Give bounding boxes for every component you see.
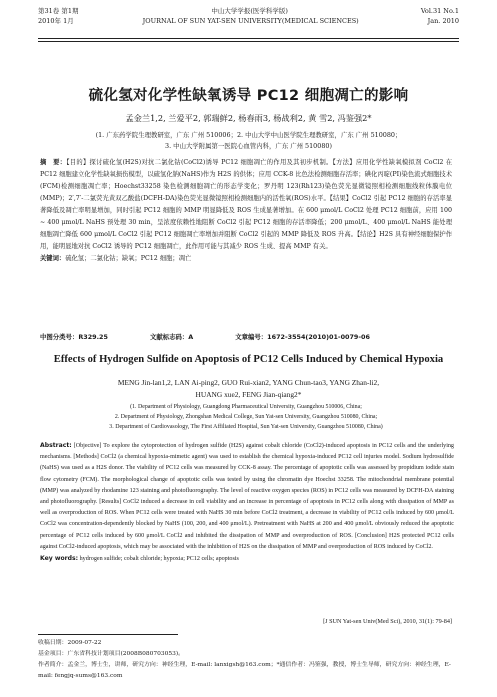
abstract-cn-text: 【目的】探讨硫化氢(H2S)对抗二氯化钴(CoCl2)诱导 PC12 细胞凋亡的作用及其初步机制。【方法】应用化学性缺氧模拟剂 CoCl2 在 PC12 细胞建立化学性缺氧损伤模型，以硫氢化钠(NaHS)作为 H2S 的供体；应用 CCK-8 比色法检测细胞存活率；碘化丙啶(PI)染色流式细胞技术(FCM)检测细胞凋亡率；Hoechst33258 染色检测细胞凋亡的形态学变化；罗丹明 123(Rh123)染色荧光显微镜照相检测细胞线粒体膜电位(MMP)；2′,7′-二氯荧光黄双乙酸盐(DCFH-DA)染色荧光显微镜照相检测细胞内的活性氧(ROS)水平。【结果】CoCl2 引起 PC12 细胞的存活率显著降低及凋亡率明显增加，同时引起 PC12 细胞的 MMP 明显降低及 ROS 生成显著增加。在 600 μmol/L CoCl2 处理 PC12 细胞前，应用 100 ~ 400 μmol/L NaHS 预处理 30 min，呈浓度依赖性地阻断 CoCl2 引起 PC12 细胞的存活率降低；200 μmol/L、400 μmol/L NaHS 能处理细胞凋亡降低 600 μmol/L CoCl2 引起 PC12 细胞凋亡率增加并阻断 CoCl2 引起的 MMP 降低及 ROS 升高。【结论】H2S 具有神经细胞保护作用，能明显地对抗 CoCl2 诱导的 PC12 细胞凋亡，此作用可能与其减少 ROS 生成、提高 MMP 有关。 xyxy=(40,159,452,250)
journal-name-en: JOURNAL OF SUN YAT-SEN UNIVERSITY(MEDICAL SCIENCES) xyxy=(142,17,359,25)
running-header xyxy=(38,6,459,36)
abstract-en-label: Abstract: xyxy=(40,442,72,449)
citation-line: [J SUN Yat-sen Univ(Med Sci), 2010, 31(1): 79-84] xyxy=(323,618,452,625)
affiliation-cn-2: 3. 中山大学附属第一医院心血管内科，广东 广州 510080) xyxy=(165,142,332,150)
keywords-en-text: hydrogen sulfide; cobalt chloride; hypoxia; PC12 cells; apoptosis xyxy=(79,556,239,563)
date-cn: 2010年 1月 xyxy=(38,17,74,25)
article-title-en: Effects of Hydrogen Sulfide on Apoptosis of PC12 Cells Induced by Chemical Hypoxia xyxy=(53,354,444,365)
authors-cn: 孟金兰1,2, 兰爱平2, 郭瑞鲜2, 杨春雨3, 杨战利2, 黄 雪2, 冯鉴强2* xyxy=(125,113,372,123)
classification-line xyxy=(40,332,452,341)
received-date: 收稿日期：2009-07-22 xyxy=(38,640,102,646)
author-info: 作者简介：孟金兰，博士生，讲师，研究方向：神经生理，E-mail: lanxigsh@163.com；*通信作者：冯鉴强，教授，博士生导师，研究方向：神经生理，E-mail: fengjq-sums@163.com xyxy=(38,662,451,679)
fund-info: 基金项目：广东省科技计划项目(2008B080703053)。 xyxy=(38,651,185,657)
footnotes xyxy=(38,638,458,682)
keywords-cn-text: 硫化氢；二氯化钴；缺氧；PC12 细胞；凋亡 xyxy=(65,255,192,262)
authors-en-line1: MENG Jin-lan1,2, LAN Ai-ping2, GUO Rui-xian2, YANG Chun-tao3, YANG Zhan-li2, xyxy=(117,378,380,387)
abstract-en-text: [Objective] To explore the cytoprotection of hydrogen sulfide (H2S) against cobalt chloride (CoCl2)-induced apoptosis in PC12 cells and the underlying mechanisms. [Methods] CoCl2 (a chemical hypoxia-mimetic agent) was used to establish the chemical hypoxia-induced PC12 cell injuries model. Sodium hydrosulfide (NaHS) was used as a H2S donor. The viability of PC12 cells was measured by CCK-8 assay. The percentage of apoptotic cells was assessed by propidium iodide stain flow cytometry (FCM). The morphological change of apoptotic cells was tested by using the chromatin dye Hoechst 33258. The mitochondrial membrane potential (MMP) was analyzed by rhodamine 123 staining and photofluorography. The level of reactive oxygen species (ROS) in PC12 cells was measured by DCFH-DA staining and photofluorography. [Results] CoCl2 induced a decrease in cell viability and an increase in percentage of apoptosis in PC12 cells along with dissipation of MMP as well as overproduction of ROS. When PC12 cells were treated with NaHS 30 min before CoCl2 treatment, a decrease in viability of PC12 cells induced by 600 μmol/L CoCl2 was concentration-dependently blocked by NaHS (100, 200, and 400 μmol/L). Pretreatment with NaHS at 200 and 400 μmol/L obviously reduced the apoptotic percentage of PC12 cells induced by 600 μmol/L CoCl2 and inhibited the dissipation of MMP and overproduction of ROS. [Conclusion] H2S protected PC12 cells against CoCl2-induced apoptosis, which may be associated with the inhibition of H2S on the dissipation of MMP and overproduction of ROS induced by CoCl2. xyxy=(40,443,454,550)
document-code: 文献标志码：A xyxy=(149,333,194,341)
volume-en: Vol.31 No.1 xyxy=(420,7,459,15)
abstract-cn xyxy=(40,157,452,265)
affiliation-en-3: 3. Department of Cardiovasology, The First Affiliated Hospital, Sun Yat-sen University, Guangzhou 510080, China) xyxy=(109,424,383,430)
affiliation-cn-1: (1. 广东药学院生理教研室，广东 广州 510006；2. 中山大学中山医学院生理教研室，广东 广州 510080； xyxy=(95,131,402,139)
abstract-cn-label: 摘 要： xyxy=(40,159,67,166)
date-en: Jan. 2010 xyxy=(427,17,459,25)
footnote-rule xyxy=(38,634,178,635)
authors-en-line2: HUANG xue2, FENG Jian-qiang2* xyxy=(195,390,302,399)
volume-cn: 第31卷 第1期 xyxy=(38,7,79,15)
header-rule-thin xyxy=(38,41,459,42)
header-rule-thick xyxy=(38,38,459,39)
journal-name-cn: 中山大学学报(医学科学版) xyxy=(211,7,288,15)
article-number: 文章编号：1672-3554(2010)01-0079-06 xyxy=(235,333,370,341)
affiliation-en-1: (1. Department of Physiology, Guangdong Pharmaceutical University, Guangzhou 510006, China; xyxy=(130,404,362,410)
article-title-cn: 硫化氢对化学性缺氧诱导 PC12 细胞凋亡的影响 xyxy=(88,88,409,104)
clc-number: 中图分类号：R329.25 xyxy=(40,333,108,341)
affiliation-en-2: 2. Department of Physiology, Zhongshan Medical College, Sun Yat-sen University, Guangzhou 510080, China; xyxy=(114,414,378,420)
keywords-en-label: Key words: xyxy=(40,555,79,563)
keywords-cn-label: 关键词： xyxy=(40,255,66,262)
abstract-en xyxy=(40,440,454,565)
